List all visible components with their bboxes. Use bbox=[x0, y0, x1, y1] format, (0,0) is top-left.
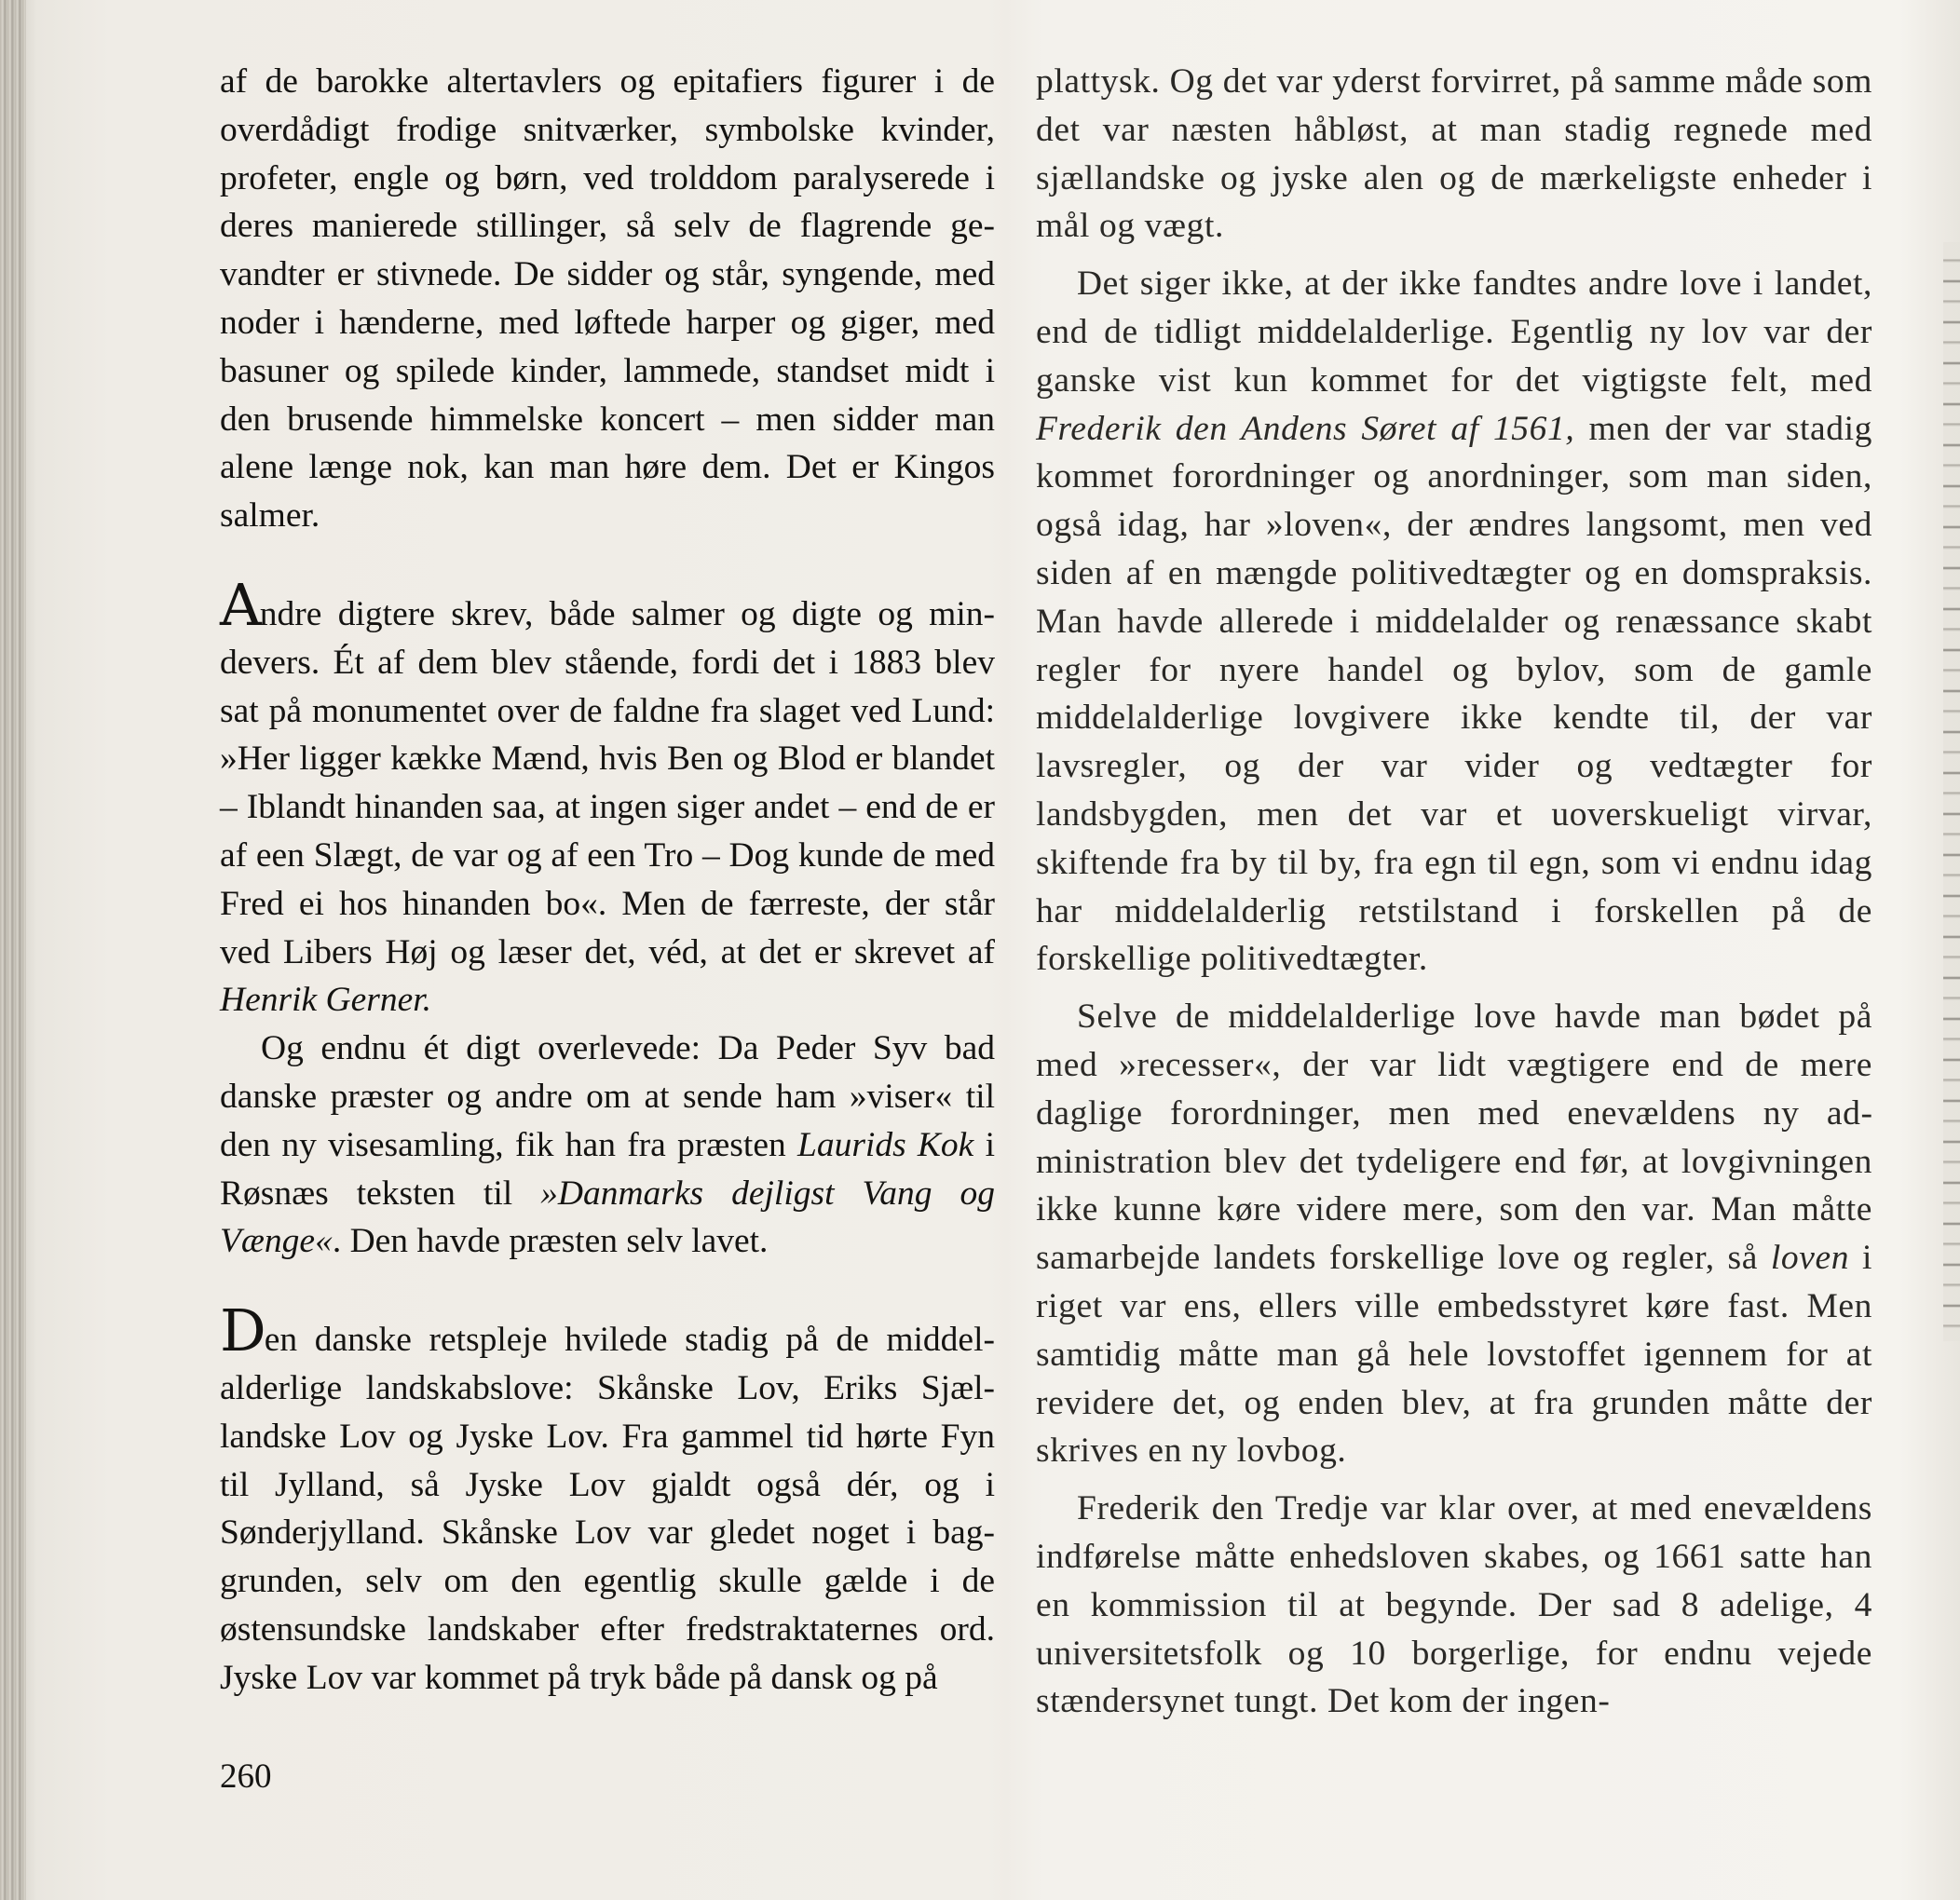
paragraph bbox=[1036, 58, 1872, 251]
left-column bbox=[220, 58, 995, 1703]
paragraph-text: Det siger ikke, at der ikke fandtes andre love i landet, end de tidligt middelalderlige. Egentlig ny lov var der ganske vist kun kommet for det vigtigste felt, med bbox=[1036, 265, 1872, 400]
paragraph bbox=[220, 570, 995, 1025]
italic-text: loven bbox=[1770, 1239, 1850, 1278]
paragraph-text: . Den havde præsten selv lavet. bbox=[332, 1222, 769, 1261]
right-column bbox=[1036, 58, 1872, 1726]
drop-cap: D bbox=[220, 1296, 265, 1365]
italic-text: Henrik Gerner. bbox=[220, 981, 432, 1020]
paragraph-text: Frederik den Tredje var klar over, at med enevældens indførelse måtte enhedsloven skabes, og 1661 satte han en kommission til at begynde. Der sad 8 adelige, 4 universitetsfolk og 10 borgerlige, for endnu vejede stændersynet tungt. Det kom der ingen- bbox=[1036, 1489, 1872, 1721]
paragraph-text: Selve de middelalderlige love havde man bødet på med »recesser«, der var lidt vægtigere end de mere daglige forordninger, men med enevældens ny administration blev det tydeligere end før, at lovgivningen ikke kunne køre videre mere, som den var. Man måtte samarbejde landets forskellige love og regler, så bbox=[1036, 998, 1872, 1278]
paragraph bbox=[220, 1296, 995, 1702]
paragraph bbox=[1036, 1485, 1872, 1726]
italic-text: Laurids Kok bbox=[796, 1125, 974, 1164]
paragraph bbox=[220, 1025, 995, 1266]
drop-cap: A bbox=[220, 570, 260, 639]
paragraph bbox=[1036, 993, 1872, 1475]
paragraph-text: i riget var ens, ellers ville embedsstyret køre fast. Men samtidig måtte man gå hele lovstoffet igennem for at revidere det, og enden blev, at fra grunden måtte der skrives en ny lovbog. bbox=[1036, 1239, 1873, 1471]
paragraph bbox=[1036, 260, 1872, 984]
paragraph-text: af de barokke altertavlers og epitafiers figurer i de overdådigt frodige snitværker, symbolske kvinder, profeter, engle og børn, ved trolddom paralyserede i deres manierede stillinger, så selv de flagrende gevandter er stivnede. De sidder og står, syngende, med noder i hænderne, med løftede harper og giger, med basuner og spilede kinder, lammede, standset midt i den brusende himmelske koncert – men sidder man alene længe nok, kan man høre dem. Det er Kingos salmer. bbox=[220, 62, 995, 536]
paragraph bbox=[220, 58, 995, 540]
paragraph-text: i Røsnæs teksten til bbox=[220, 1125, 996, 1213]
paragraph-text: men der var stadig kommet forordninger og anordninger, som man siden, også idag, har »loven«, der ændres langsomt, men ved siden af en mængde politivedtægter og en domspraksis. Man havde allerede i middelalder og renæssance skabt regler for nyere handel og bylov, som de gamle middelalderlige lovgivere ikke kendte til, der var lavsregler, og der var vider og vedtægter for landsbygden, men det var et uoverskueligt virvar, skiftende fra by til by, fra egn til egn, som vi endnu idag har middelalderlig retstilstand i forskellen på de forskellige politivedtægter. bbox=[1036, 409, 1872, 979]
page-number: 260 bbox=[220, 1758, 272, 1796]
paragraph-text: en danske retspleje hvilede stadig på de middelalderlige landskabslove: Skånske Lov, Eriks Sjællandske Lov og Jyske Lov. Fra gammel tid hørte Fyn til Jylland, så Jyske Lov gjaldt også dér, og i Sønderjylland. Skånske Lov var gledet noget i baggrunden, selv om den egentlig skulle gælde i de østensundske landskaber efter fredstraktaternes ord. Jyske Lov var kommet på tryk både på dansk og på bbox=[220, 1321, 995, 1697]
italic-text: »Danmarks dejligst Vang og Vænge« bbox=[220, 1174, 995, 1261]
book-spine bbox=[0, 0, 26, 1900]
italic-text: Frederik den Andens Søret af 1561, bbox=[1036, 409, 1575, 448]
paragraph-text: ndre digtere skrev, både salmer og digte og mindevers. Ét af dem blev stående, fordi det i 1883 blev sat på monumentet over de faldne fra slaget ved Lund: »Her ligger kække Mænd, hvis Ben og Blod er blandet – Iblandt hinanden saa, at ingen siger andet – end de er af een Slægt, de var og af een Tro – Dog kunde de med Fred ei hos hinanden bo«. Men de færreste, der står ved Libers Høj og læser det, véd, at det er skrevet af bbox=[220, 594, 995, 971]
paragraph-text: plattysk. Og det var yderst forvirret, på samme måde som det var næsten håbløst, at man stadig regnede med sjællandske og jyske alen og de mærkeligste enheder i mål og vægt. bbox=[1036, 62, 1872, 246]
paragraph-text: Og endnu ét digt overlevede: Da Peder Syv bad danske præster og andre om at sende ham »viser« til den ny visesamling, fik han fra præsten bbox=[220, 1029, 995, 1164]
page-edge bbox=[1943, 242, 1960, 1341]
